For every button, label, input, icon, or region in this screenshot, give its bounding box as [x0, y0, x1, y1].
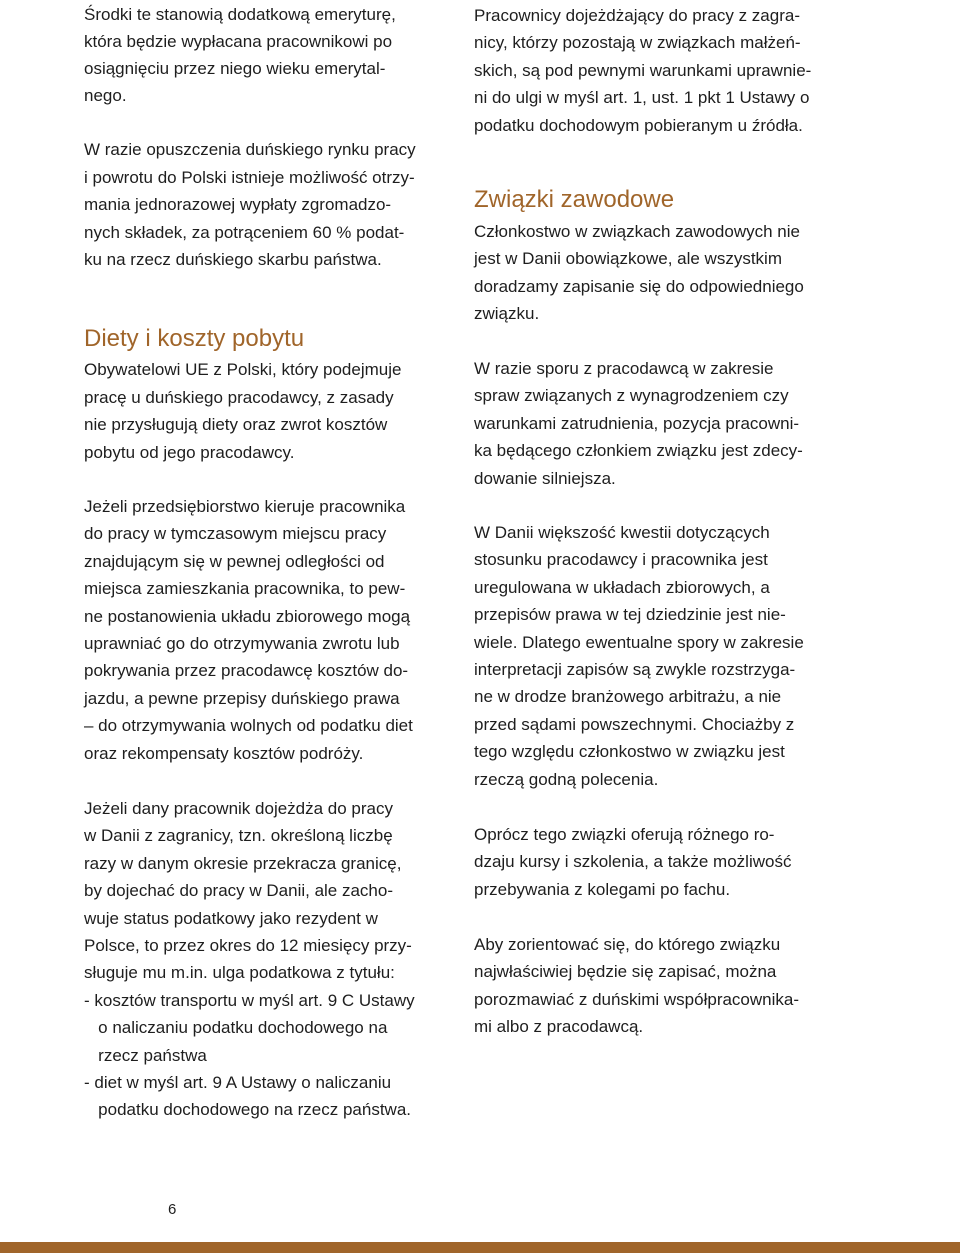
text-line: – do otrzymywania wolnych od podatku diet	[84, 716, 413, 736]
text-line: ka będącego członkiem związku jest zdecy-	[474, 441, 803, 461]
text-line: ku na rzecz duńskiego skarbu państwa.	[84, 250, 382, 270]
text-line: w Danii z zagranicy, tzn. określoną liczbę	[84, 826, 393, 846]
text-line: podatku dochodowego na rzecz państwa.	[84, 1100, 411, 1120]
text-line: Członkostwo w związkach zawodowych nie	[474, 222, 800, 241]
text-line: tego względu członkostwo w związku jest	[474, 742, 785, 762]
text-line: przepisów prawa w tej dziedzinie jest nie-	[474, 605, 786, 625]
text-line: W razie opuszczenia duńskiego rynku pracy	[84, 140, 416, 159]
text-line: uprawniać go do otrzymywania zwrotu lub	[84, 634, 400, 654]
paragraph-courses	[474, 821, 791, 903]
heading-trade-unions: Związki zawodowe	[474, 186, 675, 213]
text-line: rzecz państwa	[84, 1045, 207, 1065]
text-line: spraw związanych z wynagrodzeniem czy	[474, 386, 789, 406]
text-line: oraz rekompensaty kosztów podróży.	[84, 743, 364, 763]
text-line: ni do ulgi w myśl art. 1, ust. 1 pkt 1 Ustawy o	[474, 88, 810, 108]
text-line: związku.	[474, 304, 540, 324]
footer-bar	[0, 1242, 960, 1253]
text-line: Aby zorientować się, do którego związku	[474, 935, 781, 954]
text-line: miejsca zamieszkania pracownika, to pew-	[84, 579, 406, 599]
text-line: Pracownicy dojeżdżający do pracy z zagra-	[474, 6, 800, 25]
text-line: razy w danym okresie przekracza granicę,	[84, 853, 402, 873]
text-line: wuje status podatkowy jako rezydent w	[84, 908, 378, 928]
text-line: przed sądami powszechnymi. Chociażby z	[474, 714, 795, 734]
text-line: dzaju kursy i szkolenia, a także możliwość	[474, 852, 792, 872]
text-line: skich, są pod pewnymi warunkami uprawnie-	[474, 60, 812, 80]
text-line: o naliczaniu podatku dochodowego na	[84, 1018, 388, 1038]
text-line: która będzie wypłacana pracownikowi po	[84, 32, 393, 51]
text-line: stosunku pracodawcy i pracownika jest	[474, 550, 768, 570]
text-line: znajdującym się w pewnej odległości od	[84, 551, 385, 571]
text-line: W Danii większość kwestii dotyczących	[474, 523, 770, 542]
text-line: najwłaściwiej będzie się zapisać, można	[474, 962, 777, 982]
text-line: dowanie silniejsza.	[474, 468, 616, 488]
text-line: nego.	[84, 86, 127, 105]
paragraph-lump-sum	[84, 136, 416, 274]
text-line: ne postanowienia układu zbiorowego mogą	[84, 606, 411, 626]
paragraph-commuters	[84, 795, 415, 1124]
text-line: Jeżeli dany pracownik dojeżdża do pracy	[84, 799, 394, 818]
text-line: i powrotu do Polski istnieje możliwość otrzy-	[84, 167, 415, 187]
text-line: warunkami zatrudnienia, pozycja pracowni-	[474, 413, 800, 433]
paragraph-disputes	[474, 355, 803, 492]
text-line: Polsce, to przez okres do 12 miesięcy przy-	[84, 936, 412, 956]
text-line: jest w Danii obowiązkowe, ale wszystkim	[474, 249, 782, 269]
paragraph-allowances	[84, 356, 401, 466]
text-line: uregulowana w układach zbiorowych, a	[474, 577, 770, 597]
text-line: porozmawiać z duńskimi współpracownika-	[474, 989, 800, 1009]
text-line: mania jednorazowej wypłaty zgromadzo-	[84, 195, 392, 215]
text-line: Obywatelowi UE z Polski, który podejmuje	[84, 360, 402, 379]
paragraph-married-commuters	[474, 2, 811, 139]
text-line: nicy, którzy pozostają w związkach małżeń-	[474, 33, 801, 53]
paragraph-membership	[474, 218, 804, 328]
text-line: Oprócz tego związki oferują różnego ro-	[474, 825, 775, 844]
text-line: by dojechać do pracy w Danii, ale zacho-	[84, 881, 393, 901]
text-line: Środki te stanowią dodatkową emeryturę,	[84, 5, 396, 24]
text-line: sługuje mu m.in. ulga podatkowa z tytułu:	[84, 963, 395, 983]
paragraph-choosing-union	[474, 931, 799, 1041]
text-line: przebywania z kolegami po fachu.	[474, 879, 731, 899]
text-line: - diet w myśl art. 9 A Ustawy o naliczaniu	[84, 1073, 392, 1093]
text-line: W razie sporu z pracodawcą w zakresie	[474, 359, 774, 378]
paragraph-pension	[84, 1, 396, 109]
text-line: wiele. Dlatego ewentualne spory w zakresie	[474, 632, 804, 652]
paragraph-temporary-workplace	[84, 493, 413, 767]
text-line: pokrywania przez pracodawcę kosztów do-	[84, 661, 409, 681]
text-line: interpretacji zapisów są zwykle rozstrzyga-	[474, 660, 796, 680]
text-line: nie przysługują diety oraz zwrot kosztów	[84, 415, 388, 435]
text-line: doradzamy zapisanie się do odpowiedniego	[474, 276, 804, 296]
text-line: rzeczą godną polecenia.	[474, 769, 659, 789]
text-line: - kosztów transportu w myśl art. 9 C Ustawy	[84, 990, 415, 1010]
text-line: do pracy w tymczasowym miejscu pracy	[84, 524, 387, 544]
heading-allowances: Diety i koszty pobytu	[84, 325, 305, 352]
text-line: Jeżeli przedsiębiorstwo kieruje pracownika	[84, 497, 406, 516]
text-line: pobytu od jego pracodawcy.	[84, 442, 295, 462]
text-line: osiągnięciu przez niego wieku emerytal-	[84, 59, 386, 78]
text-line: ne w drodze branżowego arbitrażu, a nie	[474, 687, 782, 707]
text-line: jazdu, a pewne przepisy duńskiego prawa	[84, 688, 400, 708]
page-number: 6	[168, 1201, 177, 1218]
text-line: podatku dochodowym pobieranym u źródła.	[474, 115, 803, 135]
text-line: mi albo z pracodawcą.	[474, 1017, 644, 1037]
text-line: pracę u duńskiego pracodawcy, z zasady	[84, 387, 394, 407]
text-line: nych składek, za potrąceniem 60 % podat-	[84, 222, 405, 242]
paragraph-collective-agreements	[474, 519, 804, 793]
